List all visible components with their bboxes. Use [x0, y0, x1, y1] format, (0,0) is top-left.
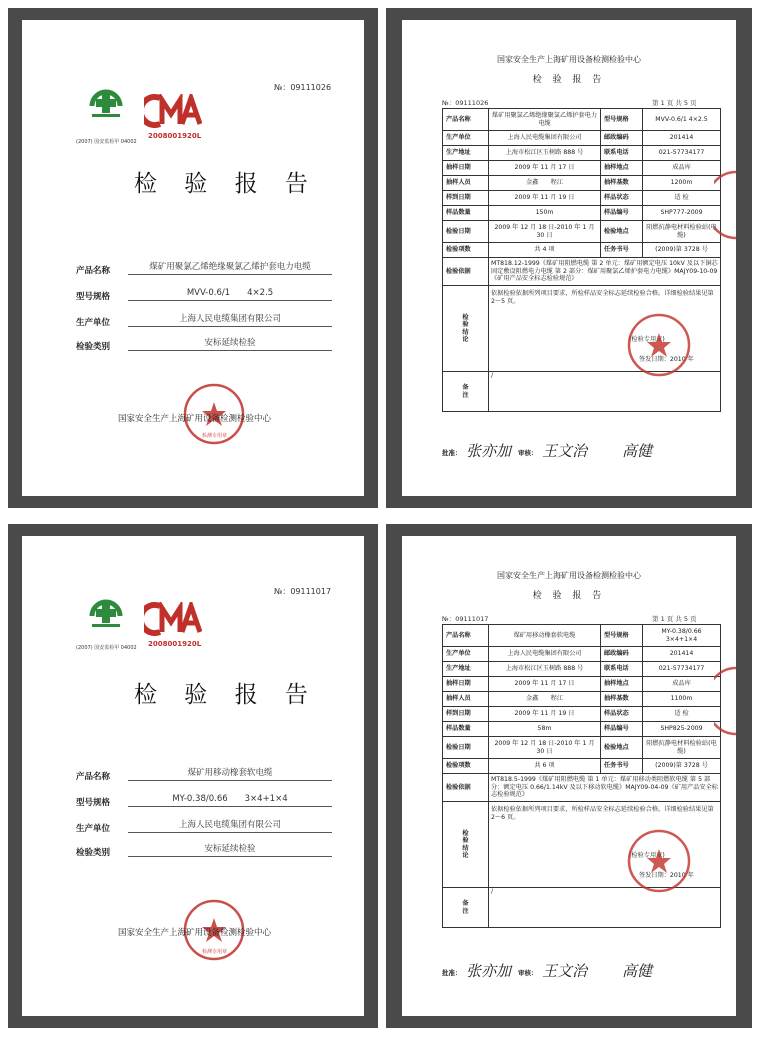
page-info: 第 1 页 共 5 页 [652, 99, 697, 107]
sample-no: SHP777-2009 [643, 206, 721, 221]
postcode: 201414 [643, 647, 721, 662]
base-label: 抽样基数 [601, 176, 643, 191]
quantity: 58m [489, 722, 601, 737]
cover-field-value: MVV-0.6/1 4×2.5 [128, 286, 332, 301]
report-org: 国家安全生产上海矿用设备检测检验中心 [497, 55, 641, 64]
delivery-date-label: 样到日期 [443, 707, 489, 722]
reviewer-label: 审核： [518, 969, 538, 977]
cover-report-no: №：09111026 [274, 83, 332, 92]
stamp-note: (检验专用章) [629, 336, 665, 343]
cover-field-label: 产品名称 [76, 772, 111, 782]
sampling-place: 成品库 [643, 677, 721, 692]
basis-label: 检验依据 [443, 774, 489, 802]
delivery-date-label: 样到日期 [443, 191, 489, 206]
cover-field-value: MY-0.38/0.66 3×4+1×4 [128, 792, 332, 807]
cma-code: 2008001920L [148, 640, 202, 648]
model: MY-0.38/0.66 3×4+1×4 [643, 625, 721, 647]
phone-label: 联系电话 [601, 146, 643, 161]
remarks-label: 备 注 [443, 372, 489, 412]
cover-field-value: 上海人民电缆集团有限公司 [128, 312, 332, 327]
items: 共 6 项 [489, 759, 601, 774]
sampler: 金鑫 程江 [489, 176, 601, 191]
approver-label: 批准： [442, 449, 462, 457]
cover-field-value: 上海人民电缆集团有限公司 [128, 818, 332, 833]
approver-signature: 张亦加 [466, 442, 512, 460]
manufacturer-label: 生产单位 [443, 647, 489, 662]
report-org: 国家安全生产上海矿用设备检测检验中心 [497, 571, 641, 580]
sampling-place-label: 抽样地点 [601, 677, 643, 692]
report-page-2 [402, 536, 736, 1016]
approval-label: (2007) 国安监检甲 04002 [76, 139, 137, 145]
product-name: 煤矿用移动橡套软电缆 [489, 625, 601, 647]
basis: MT818.5-1999《煤矿用阻燃电缆 第 1 单元：煤矿用移动类阻燃软电缆 第 5 部分：额定电压 0.66/1.14kV 及以下移动软电缆》MAJY09-04-09《矿用产品安全标志检验规范》 [489, 774, 721, 802]
cover-frame-2 [8, 524, 378, 1028]
sampling-date: 2009 年 11 月 17 日 [489, 161, 601, 176]
stamp-text: 检测专用章 [202, 433, 228, 439]
cma-logo-icon [144, 602, 202, 636]
cover-field-label: 生产单位 [76, 824, 111, 834]
sample-no: SHP825-2009 [643, 722, 721, 737]
cma-logo-icon [144, 94, 202, 128]
items-label: 检验项数 [443, 759, 489, 774]
approver-signature: 张亦加 [466, 962, 512, 980]
edge-stamp-icon [714, 170, 736, 240]
base: 1200m [643, 176, 721, 191]
test-date-label: 检验日期 [443, 221, 489, 243]
address: 上海市松江区玉树路 888 号 [489, 146, 601, 161]
cover-field-label: 检验类别 [76, 342, 111, 352]
cover-field-label: 型号规格 [76, 292, 111, 302]
items-label: 检验项数 [443, 243, 489, 258]
cover-field-value: 安标延续检验 [128, 842, 332, 857]
edge-stamp-icon [714, 666, 736, 736]
address-label: 生产地址 [443, 662, 489, 677]
cover-page-1 [22, 20, 364, 496]
phone: 021-57734177 [643, 662, 721, 677]
approval-label: (2007) 国安监检甲 04002 [76, 645, 137, 651]
test-date: 2009 年 12 月 18 日-2010 年 1 月 30 日 [489, 737, 601, 759]
remarks: / [489, 888, 721, 928]
cover-field-label: 型号规格 [76, 798, 111, 808]
red-stamp-icon [626, 312, 692, 378]
conclusion: 依据检验依据所列项目要求，所检样品安全标志延续检验合格。详细检验结果见第 2～5 页。 [491, 290, 714, 305]
report-frame-1 [386, 8, 752, 508]
base-label: 抽样基数 [601, 692, 643, 707]
postcode-label: 邮政编码 [601, 131, 643, 146]
items: 共 4 项 [489, 243, 601, 258]
red-stamp-icon [626, 828, 692, 894]
sampler: 金鑫 程江 [489, 692, 601, 707]
manufacturer: 上海人民电缆集团有限公司 [489, 131, 601, 146]
sampling-place: 成品库 [643, 161, 721, 176]
safety-logo-icon [88, 84, 124, 120]
cover-title: 检 验 报 告 [134, 682, 318, 708]
safety-logo-icon [88, 594, 124, 630]
cover-field-label: 产品名称 [76, 266, 111, 276]
address: 上海市松江区玉树路 888 号 [489, 662, 601, 677]
reviewer-signature: 王文治 [542, 962, 588, 980]
sampling-place-label: 抽样地点 [601, 161, 643, 176]
phone-label: 联系电话 [601, 662, 643, 677]
sampling-date-label: 抽样日期 [443, 677, 489, 692]
sampler-label: 抽样人员 [443, 176, 489, 191]
conclusion-label: 检 验 结 论 [443, 286, 489, 372]
reviewer-label: 审核： [518, 449, 538, 457]
report-title: 检 验 报 告 [532, 75, 606, 85]
remarks-label: 备 注 [443, 888, 489, 928]
test-place: 阻燃抗静电材料检验站(电缆) [643, 737, 721, 759]
cover-page-2 [22, 536, 364, 1016]
delivery-date: 2009 年 11 月 19 日 [489, 191, 601, 206]
remarks: / [489, 372, 721, 412]
report-page-1 [402, 20, 736, 496]
tester-signature: 高健 [622, 442, 653, 460]
cover-report-no: №：09111017 [274, 587, 332, 596]
task-no-label: 任务书号 [601, 243, 643, 258]
sample-no-label: 样品编号 [601, 722, 643, 737]
base: 1100m [643, 692, 721, 707]
approver-label: 批准： [442, 969, 462, 977]
cover-footer-org: 国家安全生产上海矿用设备检测检验中心 [118, 928, 272, 938]
product-name: 煤矿用聚氯乙烯绝缘聚氯乙烯护套电力电缆 [489, 109, 601, 131]
sampling-date: 2009 年 11 月 17 日 [489, 677, 601, 692]
task-no-label: 任务书号 [601, 759, 643, 774]
delivery-date: 2009 年 11 月 19 日 [489, 707, 601, 722]
page-info: 第 1 页 共 5 页 [652, 615, 697, 623]
postcode-label: 邮政编码 [601, 647, 643, 662]
cover-field-label: 生产单位 [76, 318, 111, 328]
report-frame-2 [386, 524, 752, 1028]
sampling-date-label: 抽样日期 [443, 161, 489, 176]
address-label: 生产地址 [443, 146, 489, 161]
cover-footer-org: 国家安全生产上海矿用设备检测检验中心 [118, 414, 272, 424]
phone: 021-57734177 [643, 146, 721, 161]
quantity-label: 样品数量 [443, 722, 489, 737]
report-title: 检 验 报 告 [532, 591, 606, 601]
sample-state: 适 检 [643, 191, 721, 206]
test-date: 2009 年 12 月 18 日-2010 年 1 月 30 日 [489, 221, 601, 243]
sign-date: 签发日期：2010 年 [639, 356, 694, 363]
cover-field-value: 安标延续检验 [128, 336, 332, 351]
stamp-text: 检测专用章 [202, 949, 228, 955]
cover-field-value: 煤矿用聚氯乙烯绝缘聚氯乙烯护套电力电缆 [128, 260, 332, 275]
sample-state: 适 检 [643, 707, 721, 722]
model-label: 型号规格 [601, 109, 643, 131]
product-name-label: 产品名称 [443, 109, 489, 131]
conclusion: 依据检验依据所列项目要求，所检样品安全标志延续检验合格。详细检验结果见第 2～6 页。 [491, 806, 714, 821]
test-date-label: 检验日期 [443, 737, 489, 759]
test-place: 阻燃抗静电材料检验站(电缆) [643, 221, 721, 243]
model: MVV-0.6/1 4×2.5 [643, 109, 721, 131]
cma-code: 2008001920L [148, 132, 202, 140]
sample-state-label: 样品状态 [601, 191, 643, 206]
postcode: 201414 [643, 131, 721, 146]
conclusion-label: 检 验 结 论 [443, 802, 489, 888]
product-name-label: 产品名称 [443, 625, 489, 647]
sample-state-label: 样品状态 [601, 707, 643, 722]
test-place-label: 检验地点 [601, 737, 643, 759]
cover-title: 检 验 报 告 [134, 171, 318, 197]
report-no: №：09111026 [442, 99, 489, 107]
tester-signature: 高健 [622, 962, 653, 980]
report-no: №：09111017 [442, 615, 489, 623]
quantity: 150m [489, 206, 601, 221]
model-label: 型号规格 [601, 625, 643, 647]
cover-frame-1 [8, 8, 378, 508]
manufacturer: 上海人民电缆集团有限公司 [489, 647, 601, 662]
cover-field-label: 检验类别 [76, 848, 111, 858]
sample-no-label: 样品编号 [601, 206, 643, 221]
basis: MT818.12-1999《煤矿用阻燃电缆 第 2 单元：煤矿用额定电压 10kV 及以下铜芯固定敷设阻燃电力电缆 第 2 部分：煤矿用聚氯乙烯护套电力电缆》MAJY09-10-09《矿用产品安全标志检验规范》 [489, 258, 721, 286]
test-place-label: 检验地点 [601, 221, 643, 243]
cover-field-value: 煤矿用移动橡套软电缆 [128, 766, 332, 781]
sign-date: 签发日期：2010 年 [639, 872, 694, 879]
manufacturer-label: 生产单位 [443, 131, 489, 146]
task-no: (2009)第 3728 号 [643, 759, 721, 774]
stamp-note: (检验专用章) [629, 852, 665, 859]
reviewer-signature: 王文治 [542, 442, 588, 460]
sampler-label: 抽样人员 [443, 692, 489, 707]
basis-label: 检验依据 [443, 258, 489, 286]
quantity-label: 样品数量 [443, 206, 489, 221]
task-no: (2009)第 3728 号 [643, 243, 721, 258]
